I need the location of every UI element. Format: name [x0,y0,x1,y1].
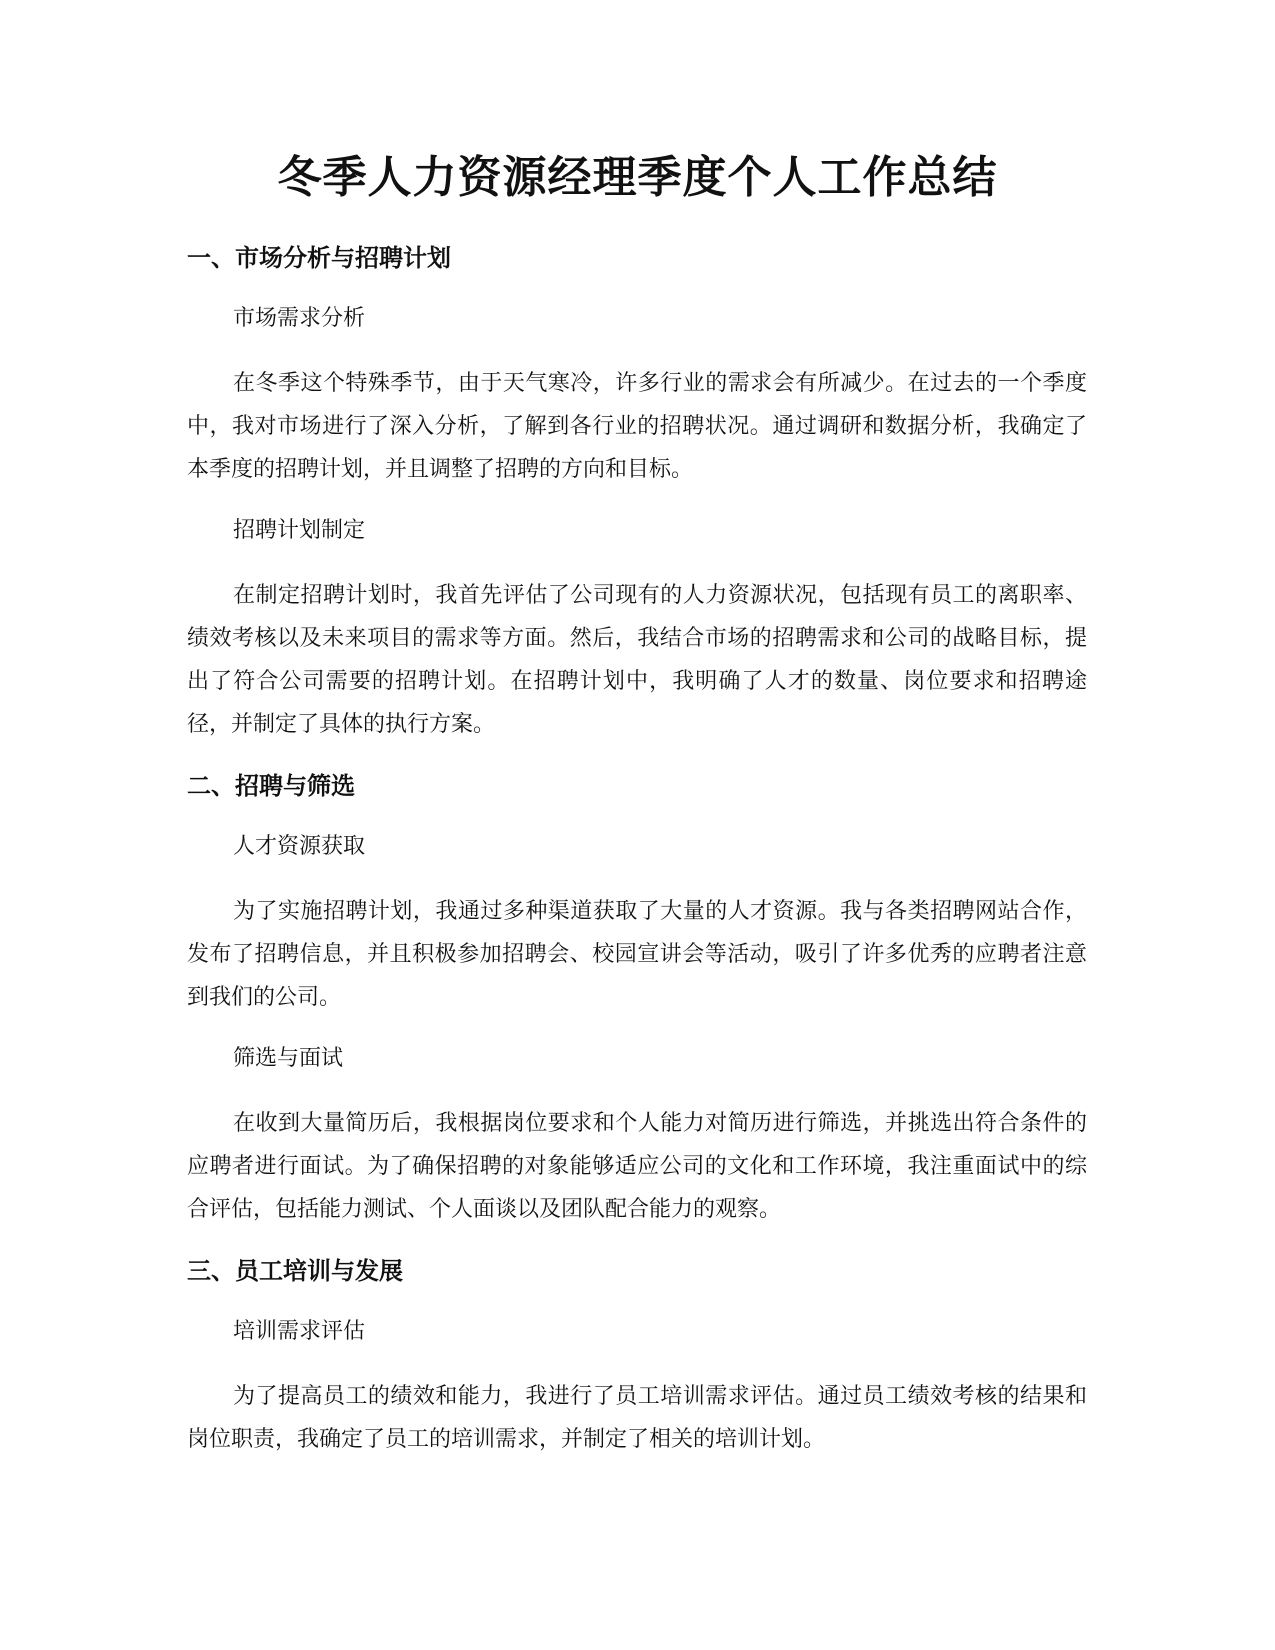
page-title: 冬季人力资源经理季度个人工作总结 [277,152,998,203]
section-heading: 二、招聘与筛选 [187,772,355,800]
subheading: 筛选与面试 [233,1046,344,1071]
section-heading: 三、员工培训与发展 [187,1257,403,1285]
paragraph: 在冬季这个特殊季节，由于天气寒冷，许多行业的需求会有所减少。在过去的一个季度中，我对市场进行了深入分析，了解到各行业的招聘状况。通过调研和数据分析，我确定了本季度的招聘计划，并且调整了招聘的方向和目标。 [187,371,1087,482]
section-recruitment-screening [187,768,1087,1231]
section-heading: 一、市场分析与招聘计划 [187,244,451,272]
paragraph: 在收到大量简历后，我根据岗位要求和个人能力对简历进行筛选，并挑选出符合条件的应聘者进行面试。为了确保招聘的对象能够适应公司的文化和工作环境，我注重面试中的综合评估，包括能力测试、个人面谈以及团队配合能力的观察。 [187,1111,1087,1222]
section-market-analysis [187,240,1087,746]
subheading: 培训需求评估 [233,1319,366,1344]
subheading: 招聘计划制定 [233,518,366,543]
subheading: 市场需求分析 [233,306,366,331]
paragraph: 为了提高员工的绩效和能力，我进行了员工培训需求评估。通过员工绩效考核的结果和岗位职责，我确定了员工的培训需求，并制定了相关的培训计划。 [187,1384,1087,1452]
section-training-development [187,1253,1087,1461]
subheading: 人才资源获取 [233,834,366,859]
paragraph: 在制定招聘计划时，我首先评估了公司现有的人力资源状况，包括现有员工的离职率、绩效考核以及未来项目的需求等方面。然后，我结合市场的招聘需求和公司的战略目标，提出了符合公司需要的招聘计划。在招聘计划中，我明确了人才的数量、岗位要求和招聘途径，并制定了具体的执行方案。 [187,583,1087,737]
paragraph: 为了实施招聘计划，我通过多种渠道获取了大量的人才资源。我与各类招聘网站合作，发布了招聘信息，并且积极参加招聘会、校园宣讲会等活动，吸引了许多优秀的应聘者注意到我们的公司。 [187,899,1087,1010]
document-body [187,240,1087,1483]
